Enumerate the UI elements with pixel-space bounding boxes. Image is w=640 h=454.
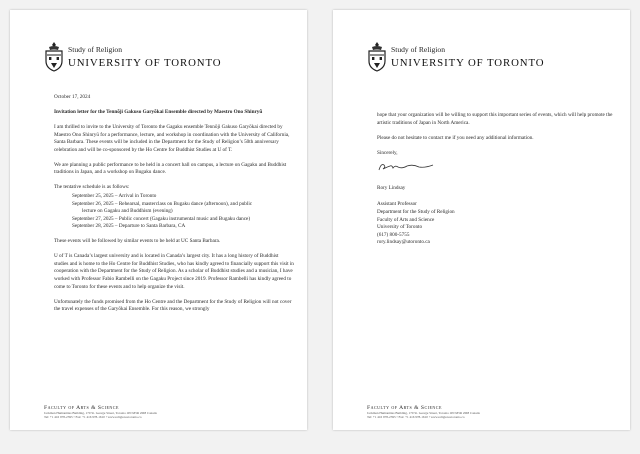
signer-title-block — [377, 201, 617, 247]
university-crest-icon — [367, 42, 387, 72]
footer-contact: Tel: +1 416 978-2395 • Fax: +1 416 978-1610 • www.religion.utoronto.ca — [367, 414, 465, 419]
university-name: UNIVERSITY OF TORONTO — [68, 57, 222, 69]
signer-phone: (617) 800-5755 — [377, 231, 410, 238]
signer-email: rory.lindsay@utoronto.ca — [377, 239, 430, 246]
letter-body-page-2 — [377, 112, 617, 247]
university-name: UNIVERSITY OF TORONTO — [391, 57, 545, 69]
letter-date: October 17, 2024 — [54, 94, 91, 100]
signer-title-line: University of Toronto — [377, 224, 423, 231]
university-letterhead — [44, 42, 224, 76]
footer-address: Jackman Humanities Building, 170 St. George Street, Toronto ON M5R 2M8 Canada — [44, 410, 157, 415]
footer-contact: Tel: +1 416 978-2395 • Fax: +1 416 978-1610 • www.religion.utoronto.ca — [44, 414, 142, 419]
letter-page-1 — [10, 10, 307, 430]
signer-title-line: Department for the Study of Religion — [377, 208, 455, 215]
university-letterhead — [367, 42, 547, 76]
letter-body-page-1 — [54, 94, 294, 321]
paragraph-invitation: I am thrilled to invite to the University of Toronto the Gagaku ensemble Tennōji Gakuso Garyōkai directed by Maestro Ono Shinryū for a performance, lecture, and workshop in coordination with the University of California, Santa Barbara. These events will be included in the Department for the Study of Religion’s 50th anniversary celebration and will be co-sponsored by the Ho Centre for Buddhist Studies at U of T. — [54, 123, 290, 153]
schedule-item: September 26, 2025 – Rehearsal, masterclass on Bugaku dance (afternoon), and public — [72, 200, 253, 207]
paragraph-funding: Unfortunately the funds promised from the Ho Centre and the Department for the Study of Religion will not cover the travel expenses of the Garyōkai Ensemble. For this reason, we strongly — [54, 298, 292, 313]
schedule-item: September 27, 2025 – Public concert (Gagaku instrumental music and Bugaku dance) — [72, 215, 251, 222]
footer-faculty: Faculty of Arts & Science — [367, 404, 442, 411]
university-crest-icon — [44, 42, 64, 72]
paragraph-plans: We are planning a public performance to be held in a concert hall on campus, a lecture on Gagaku and Buddhist traditions in Japan, and a workshop on Bugaku dance. — [54, 161, 287, 176]
signer-title-line: Faculty of Arts and Science — [377, 216, 435, 223]
signer-title-line: Assistant Professor — [377, 201, 417, 208]
paragraph-hope: hope that your organization will be willing to support this important series of events, which will help promote the artistic traditions of Japan in North America. — [377, 112, 613, 126]
schedule-item: September 28, 2025 – Departure to Santa Barbara, CA — [72, 223, 186, 230]
letter-page-2 — [333, 10, 630, 430]
page-footer — [44, 405, 284, 419]
schedule-item: lecture on Gagaku and Buddhism (evening) — [82, 208, 173, 215]
signer-name: Rory Lindsay — [377, 184, 406, 191]
footer-faculty: Faculty of Arts & Science — [44, 404, 119, 411]
footer-address: Jackman Humanities Building, 170 St. George Street, Toronto ON M5R 2M8 Canada — [367, 410, 480, 415]
department-name: Study of Religion — [68, 45, 123, 54]
closing: Sincerely, — [377, 149, 398, 156]
page-footer — [367, 405, 607, 419]
department-name: Study of Religion — [391, 45, 446, 54]
schedule-item: September 25, 2025 – Arrival in Toronto — [72, 192, 157, 199]
schedule-list — [72, 193, 294, 231]
paragraph-uoft: U of T is Canada’s largest university and is located in Canada’s largest city. It has a long history of Buddhist studies and is home to the Ho Centre for Buddhist Studies, who has kindly agreed to financially support this visit in cooperation with the Department for the Study of Religion. As a scholar of Buddhist studies and a musician, I have worked with Professor Fabio Rambelli on the Gagaku Project since 2019. Professor Rambelli has kindly agreed to come to Toronto for these events and to help organize the visit. — [54, 253, 294, 290]
letter-subject: Invitation letter for the Tennōji Gakuso Garyōkai Ensemble directed by Maestro Ono Shinryū — [54, 108, 263, 115]
handwritten-signature — [377, 161, 437, 173]
paragraph-followup: These events will be followed by similar events to be held at UC Santa Barbara. — [54, 238, 221, 245]
schedule-intro: The tentative schedule is as follows: — [54, 184, 130, 191]
paragraph-contact: Please do not hesitate to contact me if you need any additional information. — [377, 134, 534, 141]
